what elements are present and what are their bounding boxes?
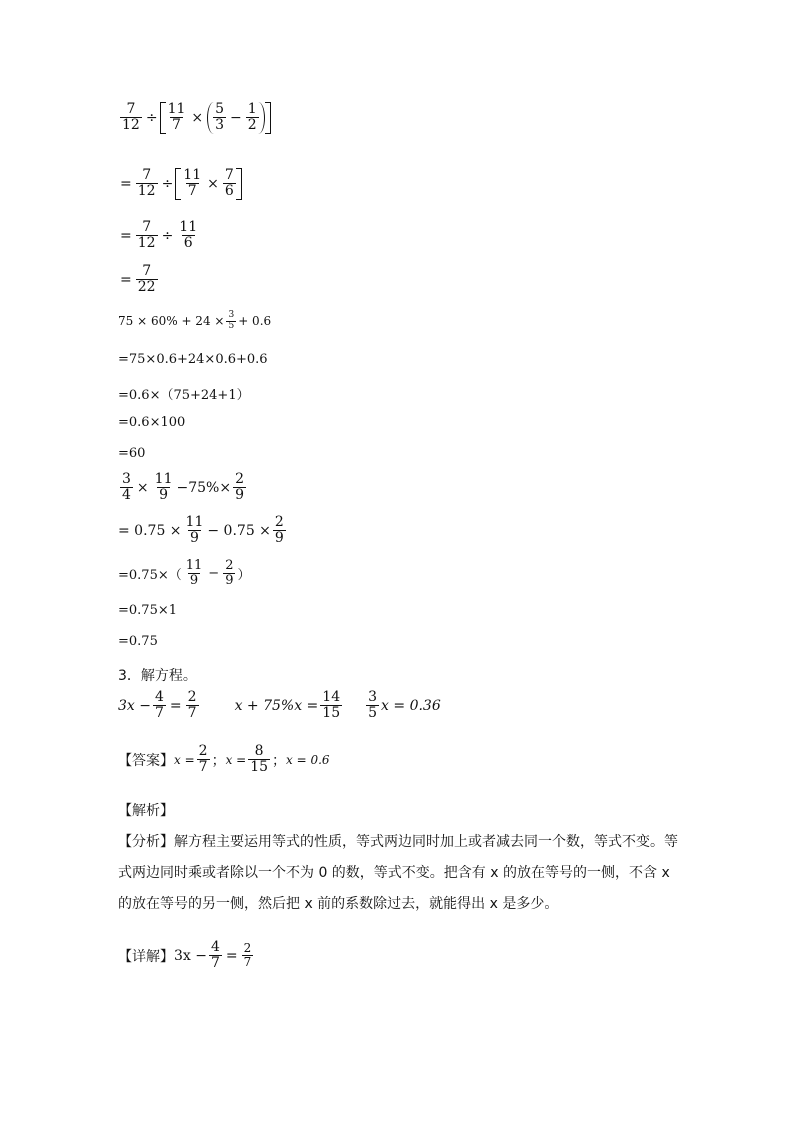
frac-num: 4	[154, 689, 164, 705]
frac-num: 11	[167, 101, 186, 117]
separator: ；	[211, 752, 226, 769]
frac-num: 7	[142, 263, 152, 279]
frac-num: 11	[154, 471, 173, 487]
frac-den: 7	[198, 759, 208, 776]
frac-num: 2	[198, 743, 208, 759]
frac-num: 1	[247, 101, 257, 117]
expr-text: = 0.75 ×	[118, 522, 182, 539]
frac-den: 9	[159, 487, 169, 504]
frac-num: 11	[185, 558, 203, 573]
calc3-line4: =0.75×1	[118, 603, 178, 618]
calc3-line3	[118, 559, 250, 589]
expr-text: − 0.75 ×	[207, 522, 271, 539]
frac-den: 9	[225, 573, 234, 589]
frac-num: 14	[322, 689, 341, 705]
calc2-line1	[118, 311, 271, 332]
calc3-line5: =0.75	[118, 634, 158, 649]
analysis-label: 【解析】	[118, 803, 174, 819]
expr-text: x =	[174, 752, 195, 767]
frac-num: 2	[225, 558, 234, 573]
times-sign: ×	[207, 175, 219, 192]
frac-num: 7	[142, 219, 152, 235]
equals-sign: =	[120, 175, 132, 192]
frac-den: 7	[172, 117, 181, 134]
calc2-line2: =75×0.6+24×0.6+0.6	[118, 352, 268, 367]
calc2-line3: =0.6×（75+24+1）	[118, 388, 250, 403]
frac-den: 9	[189, 573, 199, 589]
square-bracket	[160, 102, 271, 134]
frac-num: 3	[122, 471, 131, 487]
frac-den: 6	[183, 235, 193, 252]
equals-sign: =	[120, 271, 132, 288]
frac-num: 11	[185, 514, 204, 530]
frac-num: 7	[142, 167, 152, 183]
minus-sign: −	[208, 566, 220, 582]
separator: ；	[272, 752, 287, 769]
frac-den: 5	[368, 705, 378, 722]
calc2-line4: =0.6×100	[118, 415, 186, 430]
frac-den: 12	[122, 117, 140, 134]
frac-den: 9	[190, 530, 199, 547]
calc1-line2	[118, 168, 242, 200]
analysis-text: 【分析】解方程主要运用等式的性质，等式两边同时加上或者减去同一个数，等式不变。等式两边同时乘或者除以一个不为 0 的数，等式不变。把含有 x 的放在等号的一侧，不含 x 的放在等号的另一侧，然后把 x 前的系数除过去，就能得出 x 是多少。	[118, 834, 678, 912]
equals-sign: =	[120, 227, 132, 244]
equations-row	[118, 690, 441, 722]
equals-sign: =	[225, 947, 238, 964]
square-bracket	[175, 168, 241, 200]
equals-sign: =	[169, 697, 182, 714]
frac-den: 12	[137, 235, 156, 252]
answer-label: 【答案】	[118, 752, 174, 769]
expr-text: 3x −	[174, 947, 207, 964]
divide-sign: ÷	[145, 109, 158, 126]
calc1-line3	[118, 220, 201, 252]
detail-label: 【详解】	[118, 948, 174, 965]
frac-den: 7	[154, 705, 164, 722]
frac-num: 11	[183, 167, 202, 183]
answer-row	[118, 744, 330, 776]
times-sign: ×	[191, 109, 204, 126]
frac-num: 4	[210, 939, 220, 955]
frac-den: 7	[243, 955, 252, 970]
expr-text: −75%×	[176, 479, 232, 496]
times-sign: ×	[136, 479, 149, 496]
frac-den: 6	[224, 183, 234, 200]
calc1-line4	[118, 264, 160, 296]
frac-num: 2	[235, 471, 244, 487]
frac-num: 7	[224, 167, 234, 183]
frac-num: 3	[368, 689, 378, 705]
frac-den: 22	[137, 279, 156, 296]
divide-sign: ÷	[161, 175, 174, 192]
frac-den: 9	[235, 487, 244, 504]
frac-den: 7	[187, 705, 197, 722]
frac-num: 8	[254, 743, 264, 759]
frac-den: 5	[228, 320, 235, 331]
divide-sign: ÷	[161, 227, 174, 244]
frac-den: 3	[215, 117, 225, 134]
frac-num: 5	[215, 101, 225, 117]
frac-num: 2	[274, 514, 284, 530]
expr-text: x =	[225, 752, 247, 767]
frac-num: 3	[228, 310, 235, 320]
frac-den: 7	[210, 955, 220, 972]
expr-text: 3x −	[118, 697, 151, 714]
frac-den: 4	[122, 487, 131, 504]
expr-text: x + 75%x =	[234, 697, 319, 714]
calc1-line1	[118, 102, 271, 134]
expr-text: ）	[237, 568, 251, 584]
frac-den: 2	[247, 117, 257, 134]
calc3-line1	[118, 472, 248, 504]
paren	[207, 102, 265, 134]
expr-text: =0.75×（	[118, 568, 182, 584]
frac-den: 7	[187, 183, 197, 200]
expr-text: x = 0.36	[381, 697, 441, 714]
question-title: 3．解方程。	[118, 668, 197, 684]
calc2-line5: =60	[118, 446, 146, 461]
frac-den: 15	[322, 705, 341, 722]
frac-den: 9	[274, 530, 284, 547]
frac-den: 15	[250, 759, 269, 776]
expr-text: + 0.6	[238, 314, 272, 329]
calc3-line2	[118, 515, 288, 547]
minus-sign: −	[230, 109, 242, 126]
frac-num: 2	[187, 689, 197, 705]
expr-text: x = 0.6	[286, 752, 330, 767]
frac-num: 2	[243, 941, 252, 956]
frac-num: 11	[179, 219, 198, 235]
expr-text: 75 × 60% + 24 ×	[118, 314, 225, 329]
detail-row	[118, 940, 255, 972]
frac-num: 7	[126, 101, 136, 117]
frac-den: 12	[137, 183, 156, 200]
